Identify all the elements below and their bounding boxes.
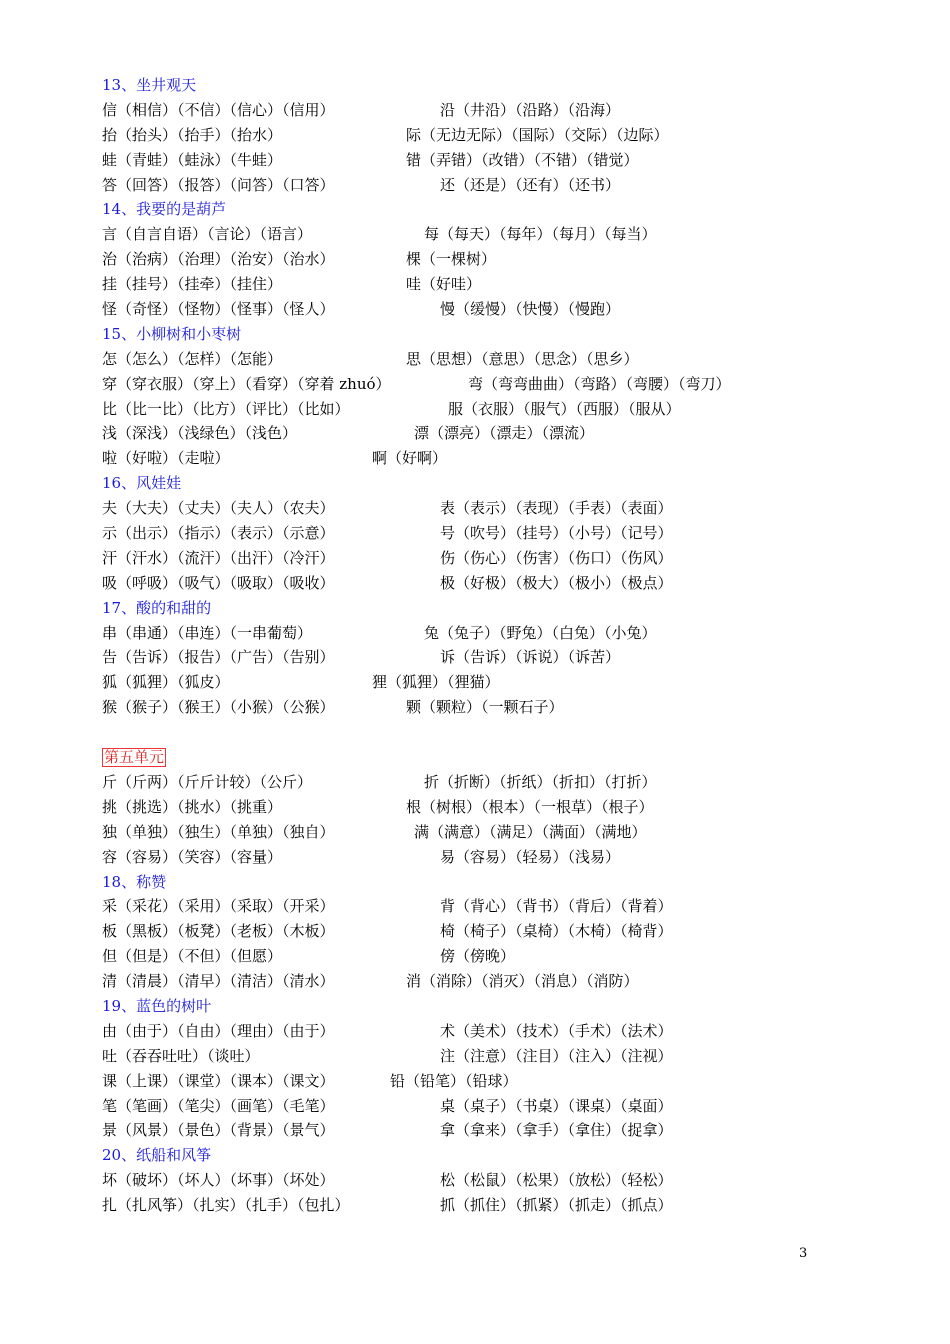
vocab-entry-left: 狐（狐狸）（狐皮） xyxy=(102,673,230,692)
vocab-entry-right: 术（美术）（技术）（手术）（法术） xyxy=(440,1021,673,1040)
vocab-entry-left: 独（单独）（独生）（单独）（独自） xyxy=(102,822,335,841)
vocabulary-document xyxy=(102,73,842,1218)
unit-heading: 第五单元 xyxy=(104,748,165,767)
vocab-entry-right: 棵（一棵树） xyxy=(406,250,497,269)
vocab-entry-left: 比（比一比）（比方）（评比）（比如） xyxy=(102,399,350,418)
vocab-entry-left: 夫（大夫）（丈夫）（夫人）（农夫） xyxy=(102,499,335,518)
vocab-entry-right: 服（衣服）（服气）（西服）（服从） xyxy=(448,399,681,418)
vocab-entry-right: 每（每天）（每年）（每月）（每当） xyxy=(424,225,657,244)
vocab-entry-right: 哇（好哇） xyxy=(406,275,482,294)
vocab-entry-right: 慢（缓慢）（快慢）（慢跑） xyxy=(440,300,621,319)
vocab-entry-left: 笔（笔画）（笔尖）（画笔）（毛笔） xyxy=(102,1096,335,1115)
vocab-entry-left: 怪（奇怪）（怪物）（怪事）（怪人） xyxy=(102,300,335,319)
vocab-entry-right: 拿（拿来）（拿手）（拿住）（捉拿） xyxy=(440,1121,673,1140)
vocab-row xyxy=(102,820,842,845)
lesson-heading: 13、坐井观天 xyxy=(102,76,197,94)
vocab-entry-right: 桌（桌子）（书桌）（课桌）（桌面） xyxy=(440,1096,673,1115)
vocab-entry-right: 表（表示）（表现）（手表）（表面） xyxy=(440,499,673,518)
lesson-heading: 15、小柳树和小枣树 xyxy=(102,324,242,343)
vocab-row xyxy=(102,247,842,272)
vocab-row xyxy=(102,695,842,720)
page-number: 3 xyxy=(799,1246,808,1261)
vocab-entry-right: 折（折断）（折纸）（折扣）（打折） xyxy=(424,772,657,791)
lesson-heading: 16、风娃娃 xyxy=(102,474,182,493)
vocab-entry-left: 猴（猴子）（猴王）（小猴）（公猴） xyxy=(102,698,335,717)
vocab-row xyxy=(102,845,842,870)
vocab-entry-right: 伤（伤心）（伤害）（伤口）（伤风） xyxy=(440,548,673,567)
vocab-entry-left: 怎（怎么）（怎样）（怎能） xyxy=(102,349,283,368)
vocab-entry-right: 沿（井沿）（沿路）（沿海） xyxy=(440,100,621,119)
vocab-entry-left: 斤（斤两）（斤斤计较）（公斤） xyxy=(102,772,313,791)
vocab-entry-left: 啦（好啦）（走啦） xyxy=(102,449,230,468)
unit-heading-box xyxy=(102,745,842,770)
vocab-row xyxy=(102,645,842,670)
vocab-entry-right: 兔（兔子）（野兔）（白兔）（小兔） xyxy=(424,623,657,642)
vocab-row xyxy=(102,1168,842,1193)
vocab-entry-right: 思（思想）（意思）（思念）（思乡） xyxy=(406,349,639,368)
vocab-row xyxy=(102,1094,842,1119)
vocab-row xyxy=(102,1193,842,1218)
vocab-entry-left: 课（上课）（课堂）（课本）（课文） xyxy=(102,1071,335,1090)
vocab-row xyxy=(102,421,842,446)
vocab-row xyxy=(102,571,842,596)
vocab-row xyxy=(102,397,842,422)
vocab-row xyxy=(102,1019,842,1044)
vocab-entry-left: 告（告诉）（报告）（广告）（告别） xyxy=(102,648,335,667)
vocab-entry-left: 但（但是）（不但）（但愿） xyxy=(102,947,283,966)
vocab-entry-right: 颗（颗粒）（一颗石子） xyxy=(406,698,564,717)
vocab-entry-left: 坏（破坏）（坏人）（坏事）（坏处） xyxy=(102,1171,335,1190)
vocab-row xyxy=(102,969,842,994)
vocab-entry-left: 串（串通）（串连）（一串葡萄） xyxy=(102,623,313,642)
vocab-entry-left: 吸（呼吸）（吸气）（吸取）（吸收） xyxy=(102,573,335,592)
vocab-entry-right: 号（吹号）（挂号）（小号）（记号） xyxy=(440,524,673,543)
vocab-row xyxy=(102,372,842,397)
vocab-row xyxy=(102,1069,842,1094)
vocab-row xyxy=(102,123,842,148)
vocab-entry-right: 根（树根）（根本）（一根草）（根子） xyxy=(406,797,654,816)
vocab-entry-right: 狸（狐狸）（狸猫） xyxy=(372,673,500,692)
vocab-row xyxy=(102,98,842,123)
vocab-entry-left: 示（出示）（指示）（表示）（示意） xyxy=(102,524,335,543)
vocab-entry-right: 注（注意）（注目）（注入）（注视） xyxy=(440,1046,673,1065)
vocab-row xyxy=(102,670,842,695)
vocab-row xyxy=(102,521,842,546)
vocab-row xyxy=(102,546,842,571)
lesson-heading: 17、酸的和甜的 xyxy=(102,598,212,617)
vocab-row xyxy=(102,919,842,944)
vocab-entry-right: 满（满意）（满足）（满面）（满地） xyxy=(414,822,647,841)
vocab-entry-left: 蛙（青蛙）（蛙泳）（牛蛙） xyxy=(102,150,283,169)
vocab-entry-left: 景（风景）（景色）（背景）（景气） xyxy=(102,1121,335,1140)
vocab-entry-left: 穿（穿衣服）（穿上）（看穿）（穿着 zhuó） xyxy=(102,374,391,393)
vocab-row xyxy=(102,148,842,173)
vocab-entry-right: 消（消除）（消灭）（消息）（消防） xyxy=(406,972,639,991)
vocab-entry-left: 言（自言自语）（言论）（语言） xyxy=(102,225,313,244)
vocab-row xyxy=(102,272,842,297)
vocab-row xyxy=(102,894,842,919)
vocab-entry-right: 漂（漂亮）（漂走）（漂流） xyxy=(414,424,595,443)
vocab-entry-left: 挂（挂号）（挂牵）（挂住） xyxy=(102,275,283,294)
vocab-entry-left: 采（采花）（采用）（采取）（开采） xyxy=(102,897,335,916)
vocab-entry-left: 吐（吞吞吐吐）（谈吐） xyxy=(102,1046,260,1065)
vocab-entry-right: 际（无边无际）（国际）（交际）（边际） xyxy=(406,125,669,144)
vocab-row xyxy=(102,621,842,646)
vocab-row xyxy=(102,222,842,247)
vocab-entry-right: 背（背心）（背书）（背后）（背着） xyxy=(440,897,673,916)
vocab-entry-left: 汗（汗水）（流汗）（出汗）（冷汗） xyxy=(102,548,335,567)
vocab-row xyxy=(102,1118,842,1143)
blank-line xyxy=(102,720,842,745)
vocab-entry-left: 信（相信）（不信）（信心）（信用） xyxy=(102,100,335,119)
vocab-entry-left: 板（黑板）（板凳）（老板）（木板） xyxy=(102,922,335,941)
vocab-entry-right: 错（弄错）（改错）（不错）（错觉） xyxy=(406,150,639,169)
vocab-row xyxy=(102,1044,842,1069)
vocab-row xyxy=(102,770,842,795)
vocab-entry-right: 弯（弯弯曲曲）（弯路）（弯腰）（弯刀） xyxy=(468,374,731,393)
vocab-entry-right: 抓（抓住）（抓紧）（抓走）（抓点） xyxy=(440,1196,673,1215)
vocab-entry-right: 啊（好啊） xyxy=(372,449,448,468)
vocab-row xyxy=(102,944,842,969)
vocab-entry-right: 诉（告诉）（诉说）（诉苦） xyxy=(440,648,621,667)
vocab-row xyxy=(102,446,842,471)
vocab-entry-left: 由（由于）（自由）（理由）（由于） xyxy=(102,1021,335,1040)
vocab-entry-left: 清（清晨）（清早）（清洁）（清水） xyxy=(102,972,335,991)
lesson-heading: 14、我要的是葫芦 xyxy=(102,200,227,219)
vocab-entry-right: 极（好极）（极大）（极小）（极点） xyxy=(440,573,673,592)
vocab-entry-left: 容（容易）（笑容）（容量） xyxy=(102,847,283,866)
vocab-entry-left: 治（治病）（治理）（治安）（治水） xyxy=(102,250,335,269)
vocab-entry-left: 抬（抬头）（抬手）（抬水） xyxy=(102,125,283,144)
vocab-entry-right: 还（还是）（还有）（还书） xyxy=(440,175,621,194)
vocab-entry-left: 答（回答）（报答）（问答）（口答） xyxy=(102,175,335,194)
vocab-entry-right: 松（松鼠）（松果）（放松）（轻松） xyxy=(440,1171,673,1190)
vocab-row xyxy=(102,795,842,820)
vocab-row xyxy=(102,173,842,198)
vocab-row xyxy=(102,347,842,372)
vocab-entry-left: 浅（深浅）（浅绿色）（浅色） xyxy=(102,424,298,443)
vocab-entry-right: 易（容易）（轻易）（浅易） xyxy=(440,847,621,866)
vocab-entry-left: 挑（挑选）（挑水）（挑重） xyxy=(102,797,283,816)
lesson-heading: 18、称赞 xyxy=(102,872,167,891)
vocab-entry-right: 傍（傍晚） xyxy=(440,947,516,966)
lesson-heading: 19、蓝色的树叶 xyxy=(102,996,212,1015)
vocab-entry-left: 扎（扎风筝）（扎实）（扎手）（包扎） xyxy=(102,1196,350,1215)
vocab-entry-right: 铅（铅笔）（铅球） xyxy=(390,1071,518,1090)
vocab-entry-right: 椅（椅子）（桌椅）（木椅）（椅背） xyxy=(440,922,673,941)
lesson-heading: 20、纸船和风筝 xyxy=(102,1146,212,1165)
vocab-row xyxy=(102,496,842,521)
vocab-row xyxy=(102,297,842,322)
